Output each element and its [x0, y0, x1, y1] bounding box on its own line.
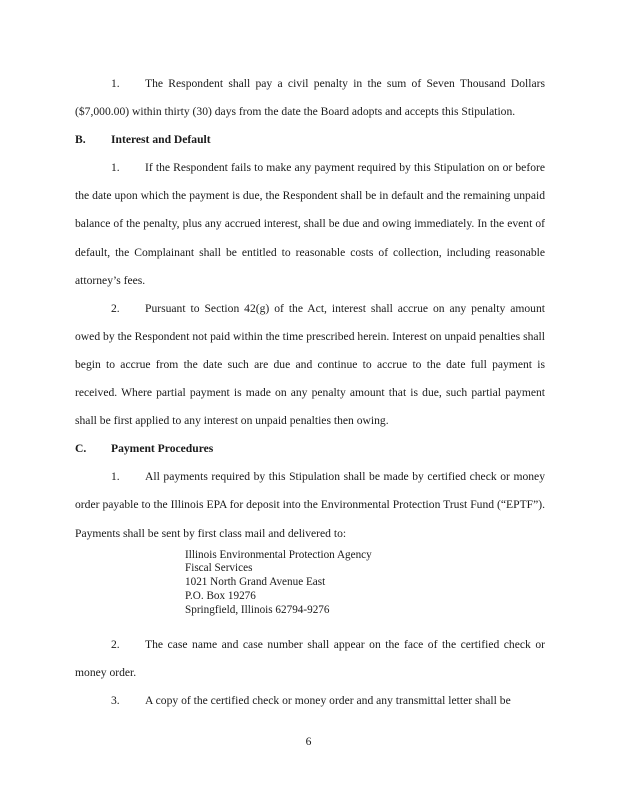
paragraph-b1 — [75, 154, 545, 294]
section-title: Payment Procedures — [111, 442, 214, 456]
address-line: Springfield, Illinois 62794-9276 — [185, 603, 330, 616]
address-line: 1021 North Grand Avenue East — [185, 576, 326, 589]
paragraph-number: 1. — [111, 161, 120, 175]
paragraph-text: Pursuant to Section 42(g) of the Act, interest shall accrue on any penalty amount owed by the Respondent not paid within the time prescribed herein. Interest on unpaid penalties shall begin to accrue from the date such are due and continue to accrue to the date full payment is received. Where partial payment is made on any penalty amount that is due, such partial payment shall be first applied to any interest on unpaid penalties then owing. — [75, 301, 545, 428]
section-title: Interest and Default — [111, 133, 211, 147]
page-number: 6 — [305, 735, 312, 748]
paragraph-b2 — [75, 295, 545, 435]
paragraph-number: 1. — [111, 470, 120, 484]
paragraph-number: 2. — [111, 301, 120, 315]
paragraph-text: The case name and case number shall appear on the face of the certified check or money order. — [75, 637, 545, 679]
section-letter: B. — [75, 133, 86, 147]
address-line: P.O. Box 19276 — [185, 589, 256, 602]
paragraph-c2 — [75, 631, 545, 687]
paragraph-text: A copy of the certified check or money order and any transmittal letter shall be — [145, 693, 511, 707]
section-c-heading — [75, 435, 545, 463]
address-line: Illinois Environmental Protection Agency — [185, 548, 372, 561]
paragraph-c3 — [75, 687, 545, 715]
mailing-address — [185, 549, 545, 618]
document-body — [75, 70, 545, 715]
paragraph-text: The Respondent shall pay a civil penalty in the sum of Seven Thousand Dollars ($7,000.00) within thirty (30) days from the date the Board adopts and accepts this Stipulation. — [75, 77, 545, 119]
address-line: Fiscal Services — [185, 562, 253, 575]
section-letter: C. — [75, 442, 87, 456]
section-b-heading — [75, 126, 545, 154]
paragraph-number: 1. — [111, 77, 120, 90]
paragraph-c1 — [75, 463, 545, 547]
paragraph-number: 2. — [111, 637, 120, 651]
paragraph-text: If the Respondent fails to make any payment required by this Stipulation on or before the date upon which the payment is due, the Respondent shall be in default and the remaining unpaid balance of the penalty, plus any accrued interest, shall be due and owing immediately. In the event of default, the Complainant shall be entitled to reasonable costs of collection, including reasonable attorney’s fees. — [75, 161, 545, 287]
paragraph-number: 3. — [111, 693, 120, 707]
paragraph-text: All payments required by this Stipulation shall be made by certified check or money order payable to the Illinois EPA for deposit into the Environmental Protection Trust Fund (“EPTF”). Payments shall be sent by first class mail and delivered to: — [75, 470, 545, 540]
paragraph-a1 — [75, 70, 545, 126]
